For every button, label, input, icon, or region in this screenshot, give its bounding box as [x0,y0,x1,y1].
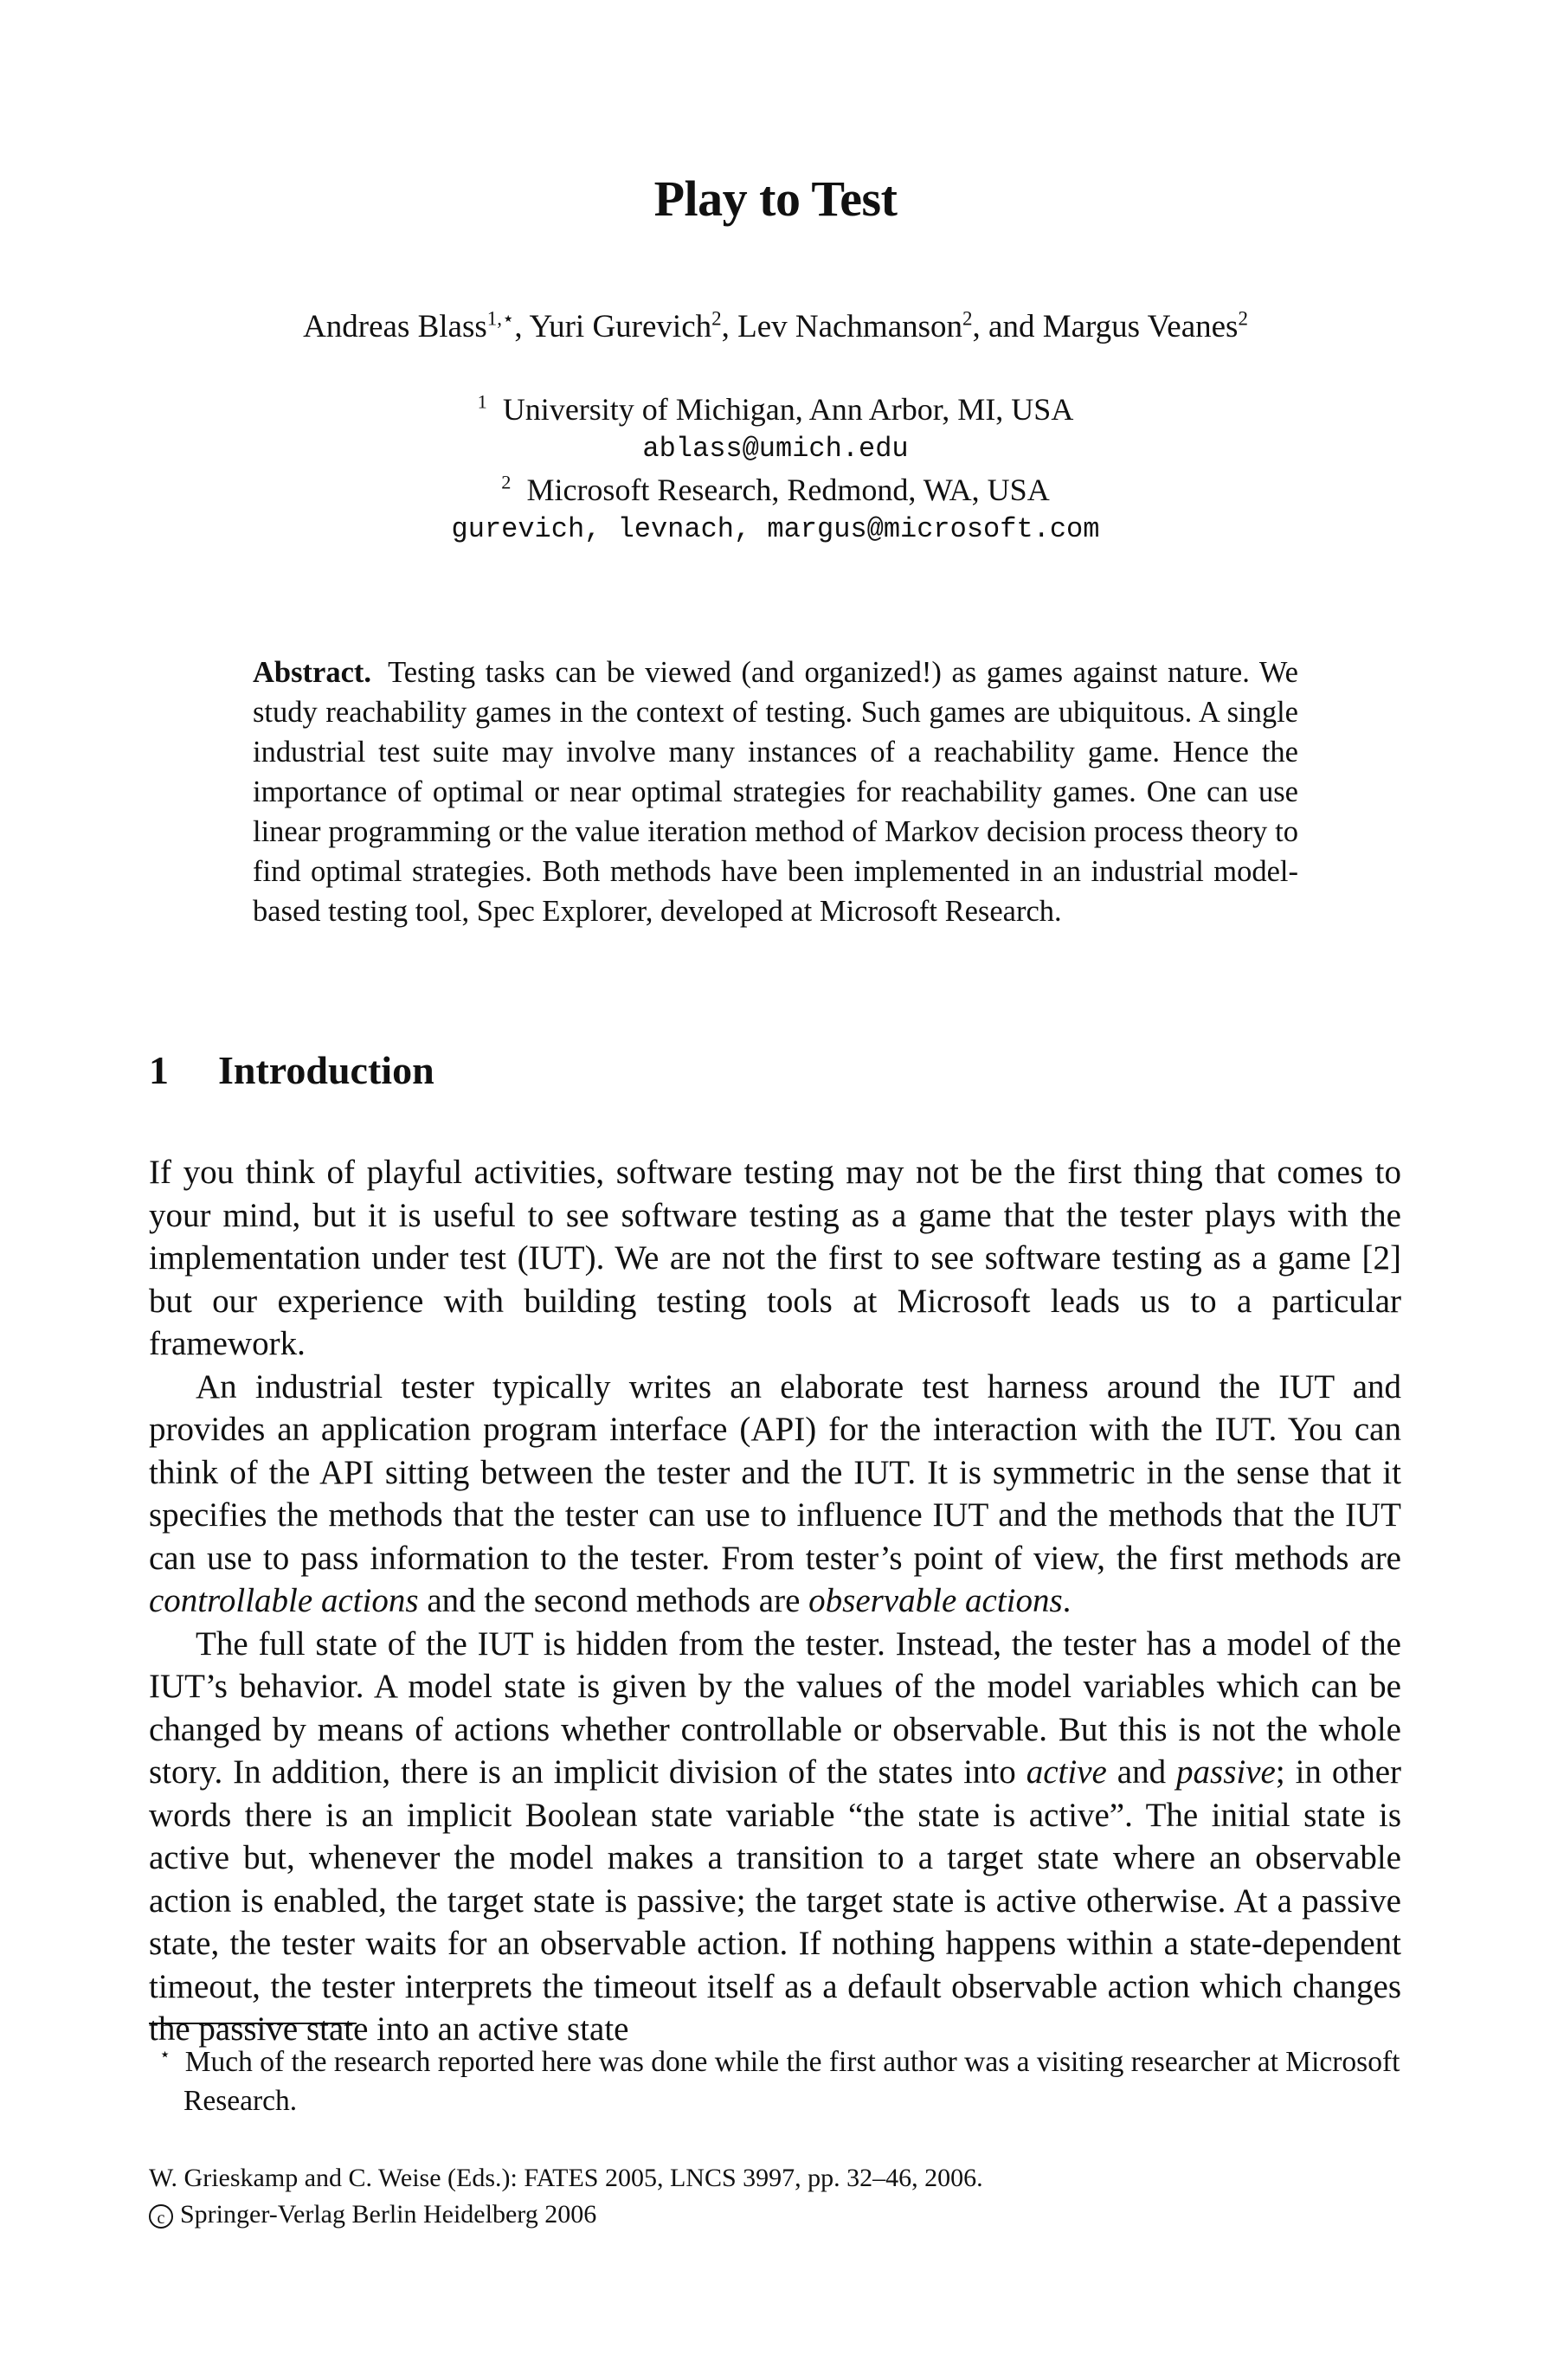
abstract-label: Abstract. [253,656,372,689]
citation-block [149,2160,983,2233]
author-affiliation-mark: 2 [962,307,973,330]
author-name: Lev Nachmanson [737,309,963,344]
paragraph-3: The full state of the IUT is hidden from the tester. Instead, the tester has a model of the IUT’s behavior. A model state is given by the values of the model variables which can be changed by means of actions whether controllable or observable. But this is not the whole story. In addition, there is an implicit division of the states into active and passive; in other words there is an implicit Boolean state variable “the state is active”. The initial state is active but, whenever the model makes a transition to a target state where an observable action is enabled, the target state is passive; the target state is active otherwise. At a passive state, the tester waits for an observable action. If nothing happens within a state-dependent timeout, the tester interprets the timeout itself as a default observable action which changes the passive state into an active state [149,1624,1402,2048]
affiliation-2 [0,472,1551,508]
footnote-divider [149,2023,357,2024]
author-affiliation-mark: 1,⋆ [486,307,515,330]
body-text [149,1151,1401,2051]
affiliation-number: 1 [477,390,487,413]
abstract [253,653,1298,931]
author-name: Andreas Blass [303,309,487,344]
copyright-text: Springer-Verlag Berlin Heidelberg 2006 [180,2200,597,2229]
footnote-mark: ⋆ [159,2044,171,2065]
emphasis: passive [1176,1753,1276,1791]
affiliation-institution: University of Michigan, Ann Arbor, MI, USA [502,392,1074,427]
author-name: Margus Veanes [1042,309,1239,344]
emphasis: controllable actions [149,1582,419,1619]
citation-line: W. Grieskamp and C. Weise (Eds.): FATES 2005, LNCS 3997, pp. 32–46, 2006. [149,2164,983,2192]
copyright-line [149,2197,983,2233]
paragraph-1: If you think of playful activities, software testing may not be the first thing that comes to your mind, but it is useful to see software testing as a game that the tester plays with the implementation under test (IUT). We are not the first to see software testing as a game [2] but our experience with building testing tools at Microsoft leads us to a particular framework. [149,1154,1401,1362]
emphasis: active [1026,1753,1107,1791]
paper-title: Play to Test [653,170,898,227]
author-name: Yuri Gurevich [529,309,712,344]
footnote-text: Much of the research reported here was done while the first author was a visiting researcher at Microsoft Research. [183,2046,1400,2117]
affiliation-institution: Microsoft Research, Redmond, WA, USA [526,473,1050,507]
author-affiliation-mark: 2 [711,307,722,330]
affiliation-number: 2 [501,471,512,493]
author-affiliation-mark: 2 [1238,307,1248,330]
footnote [159,2042,1426,2120]
abstract-text: Testing tasks can be viewed (and organized!) as games against nature. We study reachability games in the context of testing. Such games are ubiquitous. A single industrial test suite may involve many instances of a reachability game. Hence the importance of optimal or near optimal strategies for reachability games. One can use linear programming or the value iteration method of Markov decision process theory to find optimal strategies. Both methods have been implemented in an industrial model-based testing tool, Spec Explorer, developed at Microsoft Research. [253,656,1298,928]
section-number: 1 [149,1048,169,1092]
emphasis: observable actions [808,1582,1063,1619]
paragraph-2: An industrial tester typically writes an elaborate test harness around the IUT and provides an application program interface (API) for the interaction with the IUT. You can think of the API sitting between the tester and the IUT. It is symmetric in the sense that it specifies the methods that the tester can use to influence IUT and the methods that the IUT can use to pass information to the tester. From tester’s point of view, the first methods are controllable actions and the second methods are observable actions. [149,1367,1401,1619]
affiliation-1-email: ablass@umich.edu [642,433,909,465]
copyright-icon: c [149,2204,173,2229]
affiliation-2-email: gurevich, levnach, margus@microsoft.com [451,513,1100,545]
author-list: Andreas Blass$^{1,⋆}$, Yuri Gurevich$^2$, Lev Nachmanson$^2$, and Margus Veanes$^2$ [303,307,1248,344]
section-title: Introduction [218,1048,434,1092]
section-heading [149,1047,434,1093]
affiliation-1 [0,391,1551,428]
